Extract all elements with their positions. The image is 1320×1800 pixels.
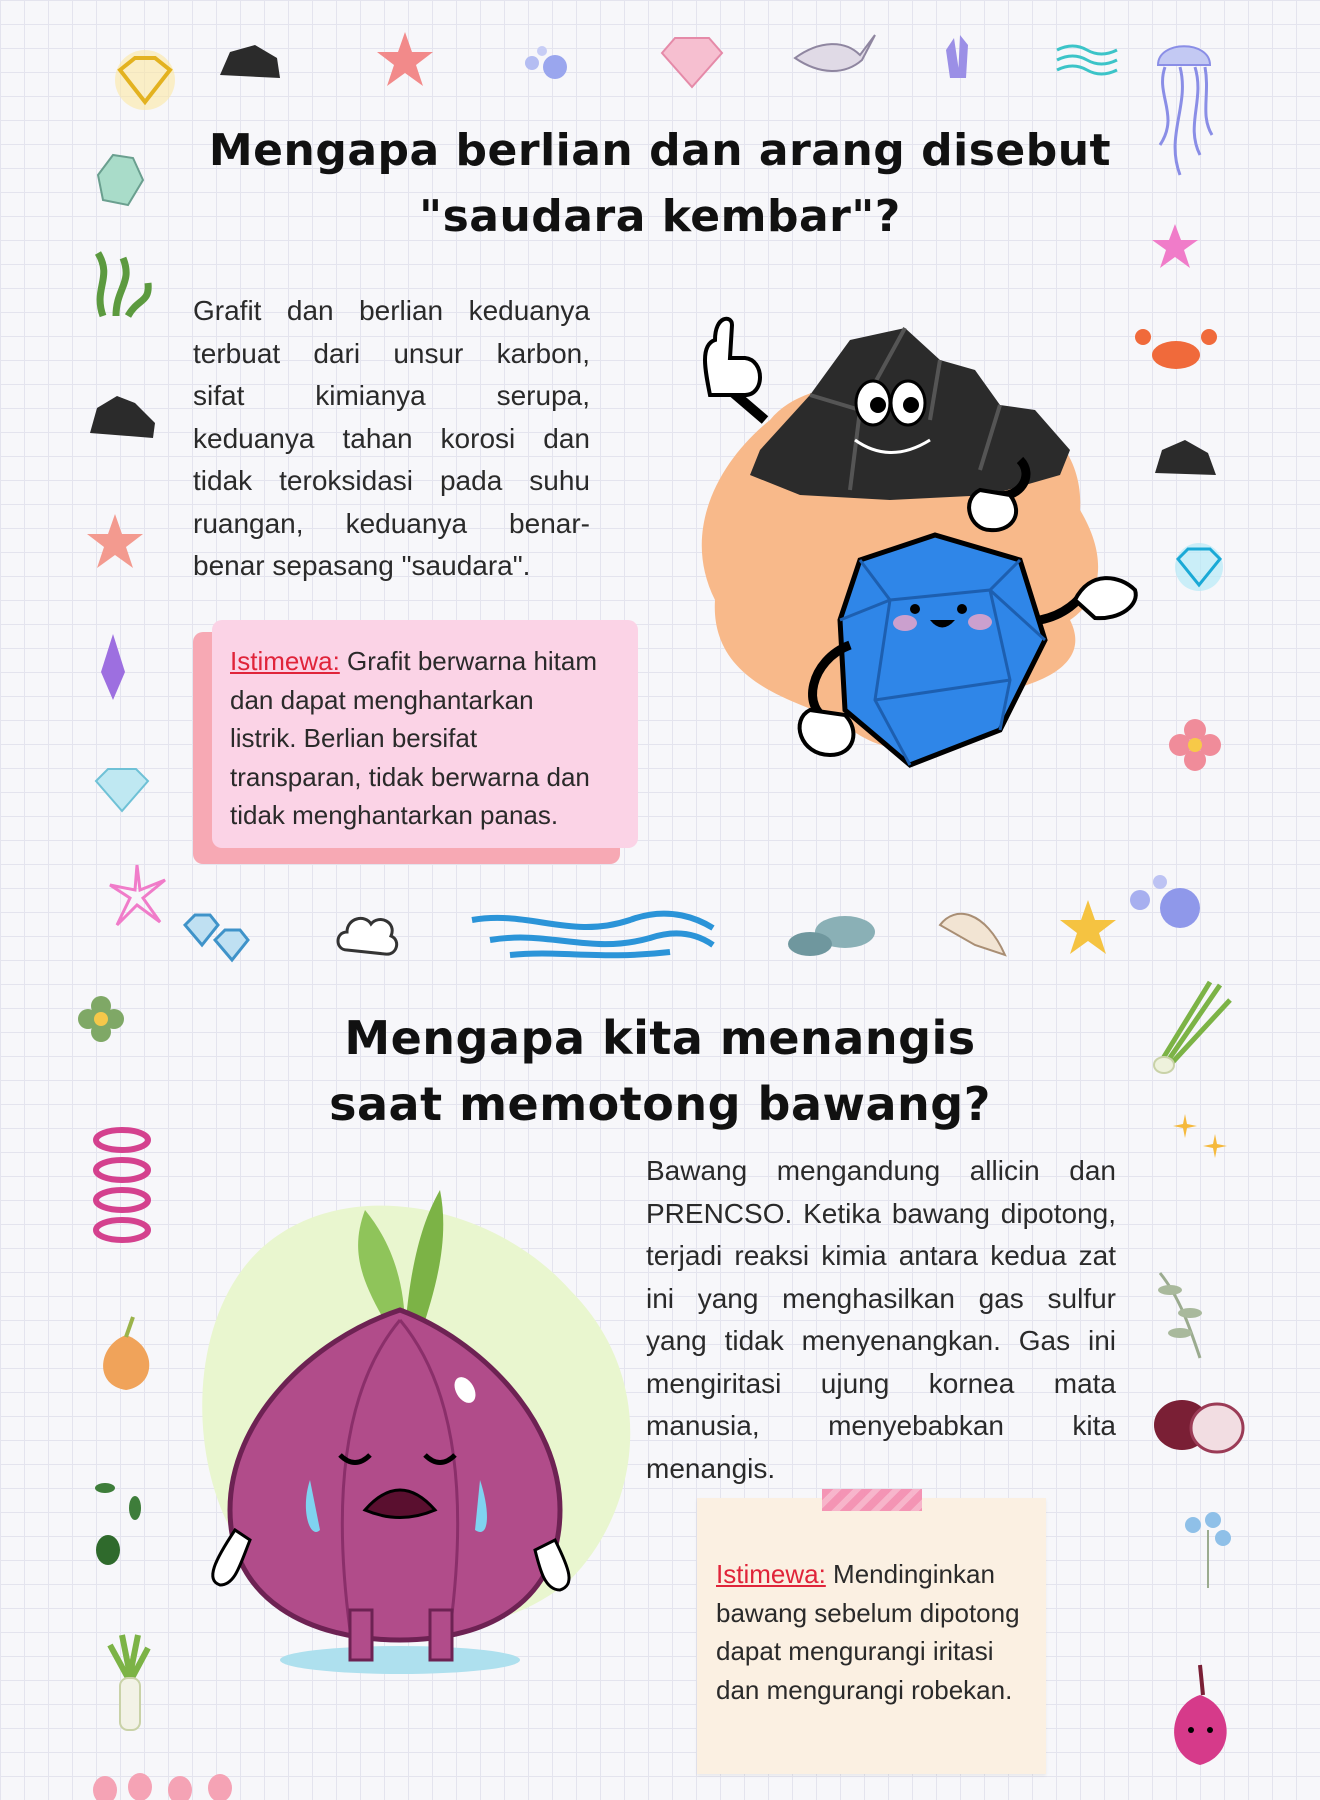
flower-icon: [78, 996, 124, 1042]
paragraph-line: PRENCSO. Ketika bawang dipotong,: [646, 1197, 1116, 1229]
leek-icon: [102, 1630, 157, 1735]
note-line-rest: Mendinginkan: [825, 1559, 995, 1589]
note-label: Istimewa:: [716, 1559, 826, 1589]
paragraph-line: keduanya tahan korosi dan: [193, 422, 590, 454]
section1-title-line2: "saudara kembar"?: [419, 191, 901, 242]
blue-flowers-icon: [1178, 1510, 1238, 1590]
starfish-icon: [1058, 898, 1118, 958]
wave-icon: [470, 900, 715, 960]
leaves-icon: [90, 1478, 150, 1568]
paragraph-line: mengiritasi ujung kornea mata: [646, 1367, 1116, 1399]
rocks-icon: [785, 910, 880, 960]
note-line: dan mengurangi robekan.: [716, 1674, 1013, 1705]
shell-icon: [935, 905, 1010, 960]
sparkle-flowers-icon: [1170, 1112, 1230, 1167]
onion-character-icon: [1158, 1660, 1243, 1775]
section2-title-line1: Mengapa kita menangis: [344, 1011, 976, 1065]
section2-paragraph: [646, 1150, 1116, 1490]
jellyfish-icon: [1150, 35, 1220, 185]
coal-icon: [215, 40, 285, 85]
section1-title-line1: Mengapa berlian dan arang disebut: [208, 125, 1112, 176]
note-line-rest: Grafit berwarna hitam: [339, 646, 598, 676]
paragraph-line: tidak teroksidasi pada suhu: [193, 465, 590, 496]
note-line: dan dapat menghantarkan: [230, 684, 534, 715]
cloud-icon: [335, 910, 400, 962]
diamond-outline-icon: [1168, 543, 1230, 591]
stingray-icon: [790, 30, 875, 80]
gem-icon: [657, 35, 727, 90]
starfish-icon: [105, 860, 170, 930]
spring-onion-icon: [1150, 980, 1235, 1075]
section2-note-box: [697, 1498, 1046, 1774]
section1-note-box: [212, 620, 638, 848]
note-line: tidak menghantarkan panas.: [230, 800, 559, 830]
note-line: dapat mengurangi iritasi: [716, 1636, 994, 1666]
onion-rings-icon: [90, 1125, 155, 1250]
paragraph-line: sifat kimianya serupa,: [193, 380, 590, 411]
paragraph-line: benar sepasang "saudara".: [193, 550, 531, 581]
paragraph-line: Bawang mengandung allicin dan: [646, 1155, 1116, 1186]
section1-title: [0, 118, 1320, 250]
crystal-icon: [98, 632, 128, 702]
starfish-icon: [85, 512, 145, 572]
washi-tape: [822, 1489, 922, 1511]
starfish-icon: [1150, 222, 1200, 272]
red-onion-icon: [1152, 1390, 1247, 1455]
paragraph-line: yang tidak menyenangkan. Gas ini: [646, 1325, 1116, 1356]
onion-icon: [88, 1315, 163, 1395]
note-line: [716, 1555, 1036, 1594]
section1-paragraph: [193, 290, 590, 588]
seaweed-icon: [88, 248, 153, 318]
crying-onion-illustration: [190, 1180, 650, 1680]
crab-icon: [1135, 325, 1217, 373]
flower-icon: [1168, 718, 1223, 773]
crystal-icon: [88, 150, 148, 212]
paragraph-line: manusia, menyebabkan kita: [646, 1410, 1116, 1441]
note-line: bawang sebelum dipotong: [716, 1597, 1020, 1628]
starfish-icon: [375, 30, 435, 90]
paragraph-line: terjadi reaksi kimia antara kedua zat: [646, 1240, 1116, 1271]
flowers-row-icon: [85, 1765, 260, 1800]
paragraph-line: ruangan, keduanya benar-: [193, 507, 590, 539]
bubbles-icon: [520, 45, 570, 80]
crystal-icon: [940, 30, 980, 80]
diamond-outline-icon: [105, 50, 185, 110]
diamond-icon: [92, 765, 152, 813]
diamonds-icon: [180, 900, 250, 962]
note-label: Istimewa:: [230, 646, 340, 676]
bubbles-icon: [1125, 870, 1205, 930]
coal-diamond-illustration: [690, 300, 1190, 790]
herb-icon: [1150, 1268, 1222, 1363]
paragraph-line: Grafit dan berlian keduanya: [193, 295, 590, 326]
paragraph-line: menangis.: [646, 1452, 776, 1484]
paragraph-line: terbuat dari unsur karbon,: [193, 337, 590, 369]
waves-icon: [1055, 42, 1120, 72]
section2-title-line2: saat memotong bawang?: [329, 1077, 991, 1131]
note-line: transparan, tidak berwarna dan: [230, 761, 590, 792]
section2-title: [0, 1005, 1320, 1137]
coal-icon: [85, 388, 160, 443]
note-line: listrik. Berlian bersifat: [230, 723, 478, 753]
note-line: [230, 642, 622, 681]
coal-icon: [1150, 435, 1220, 480]
paragraph-line: ini yang menghasilkan gas sulfur: [646, 1282, 1116, 1314]
